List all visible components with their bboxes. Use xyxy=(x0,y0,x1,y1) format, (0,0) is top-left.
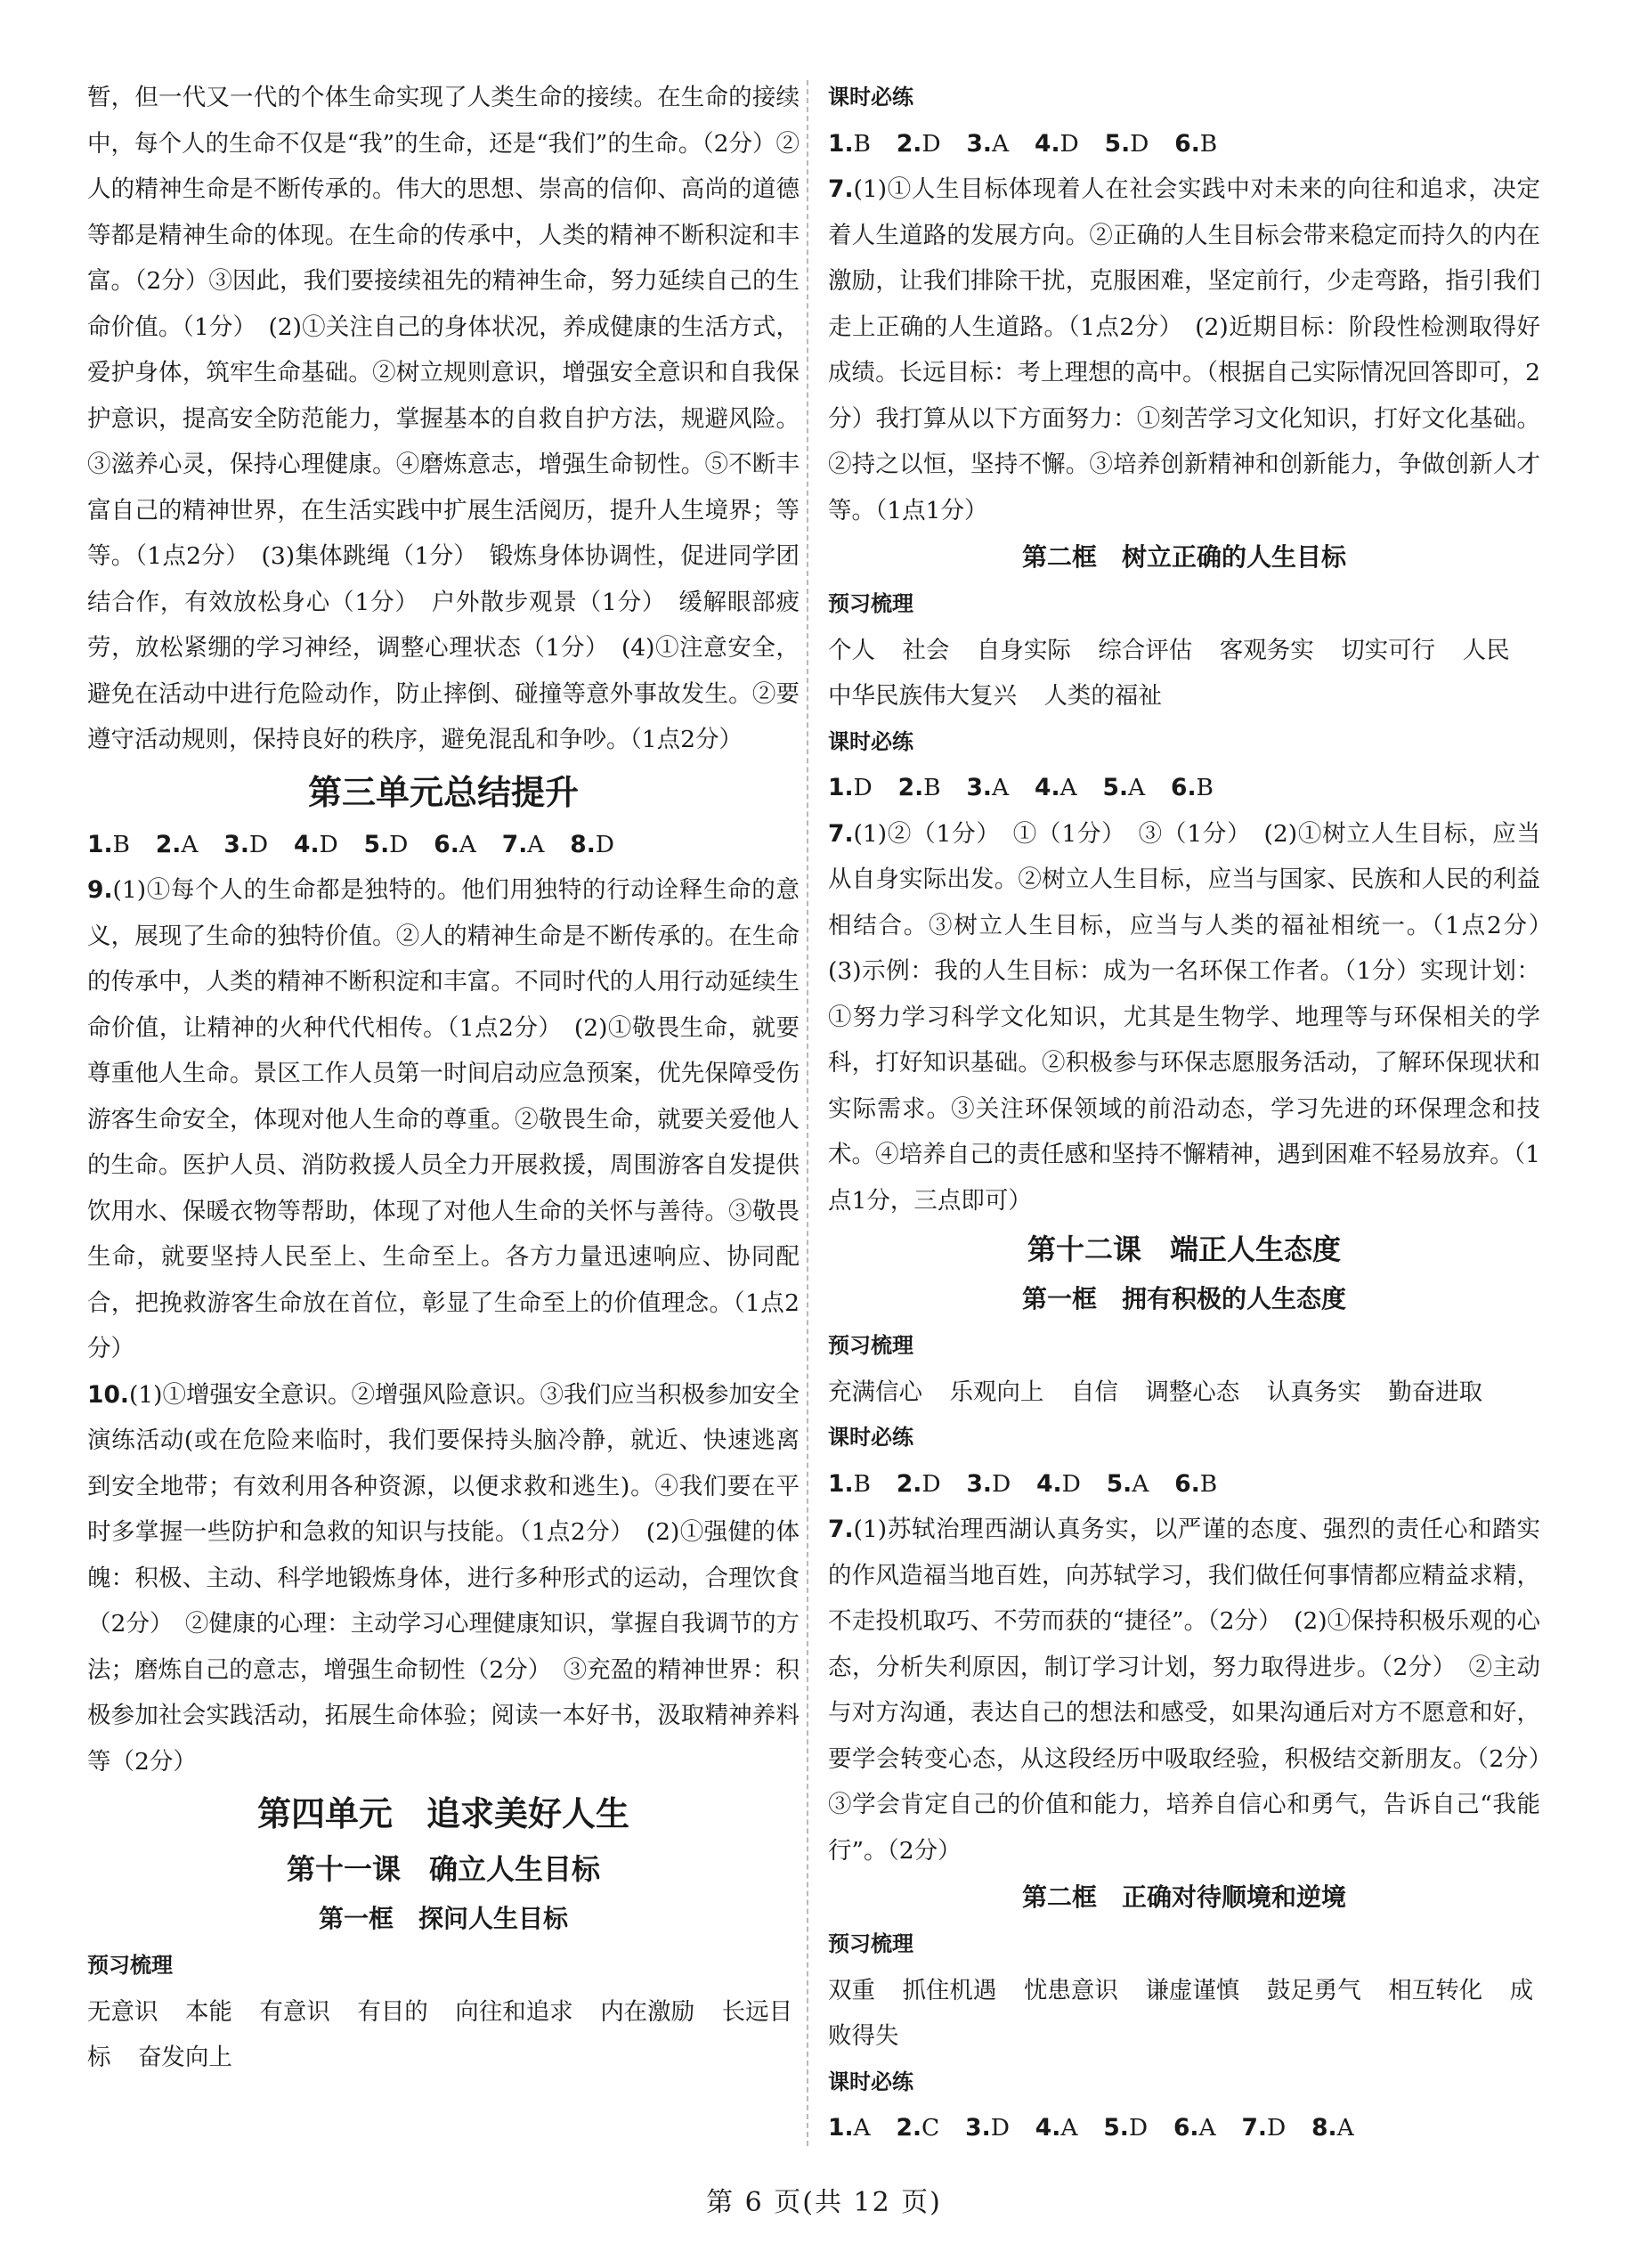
lesson11-title: 第十一课 确立人生目标 xyxy=(286,1852,600,1886)
answer-item: 5.D xyxy=(1103,2114,1149,2142)
answer-item: 5.D xyxy=(1104,129,1149,158)
answer-item: 2.B xyxy=(897,774,941,801)
l11f1-choice-answers xyxy=(828,121,1540,167)
answer-item: 3.A xyxy=(966,129,1010,158)
left-column xyxy=(87,75,800,2081)
answer-item: 7.A xyxy=(501,830,545,858)
answer-item: 6.A xyxy=(434,830,476,858)
page-number-footer: 第 6 页(共 12 页) xyxy=(706,2187,942,2218)
l11f2-choice-answers xyxy=(828,765,1540,811)
answer-item: 2.D xyxy=(896,1469,941,1498)
answer-item: 2.A xyxy=(155,830,199,858)
preview-label: 预习梳理 xyxy=(87,1953,173,1978)
answer-item: 5.A xyxy=(1102,774,1146,801)
l12f1-choice-answers xyxy=(828,1461,1540,1508)
question-10-answer: 10.(1)①增强安全意识。②增强风险意识。③我们应当积极参加安全演练活动(或在危险来临时，我们要保持头脑冷静，就近、快速逃离到安全地带；有效利用各种资源，以便求救和逃生)。④我们要在平时多掌握一些防护和急救的知识与技能。（1点2分） (2)①强健的体魄：积极、主动、科学地锻炼身体，进行多种形式的运动，合理饮食（2分） ②健康的心理：主动学习心理健康知识，掌握自我调节的方法；磨炼自己的意志，增强生命韧性（2分） ③充盈的精神世界：积极参加社会实践活动，拓展生命体验；阅读一本好书，汲取精神养料等（2分） xyxy=(87,1380,800,1776)
preview-keywords: 无意识 本能 有意识 有目的 向往和追求 内在激励 长远目标 奋发向上 xyxy=(87,1997,793,2071)
answer-item: 1.D xyxy=(828,774,873,801)
answer-item: 3.D xyxy=(966,1469,1011,1498)
practice-label: 课时必练 xyxy=(828,2069,913,2094)
practice-label: 课时必练 xyxy=(828,728,913,754)
answer-item: 3.D xyxy=(223,830,269,858)
answer-item: 3.A xyxy=(966,774,1010,801)
preview-keywords: 双重 抓住机遇 忧患意识 谦虚谨慎 鼓足勇气 相互转化 成败得失 xyxy=(828,1976,1534,2050)
lesson11-frame2-title: 第二框 树立正确的人生目标 xyxy=(1021,542,1346,572)
answer-item: 6.B xyxy=(1174,129,1218,158)
answer-item: 1.B xyxy=(87,830,130,858)
answer-item: 6.A xyxy=(1173,2114,1216,2142)
answer-item: 2.D xyxy=(896,129,941,158)
preview-keywords: 充满信心 乐观向上 自信 调整心态 认真务实 勤奋进取 xyxy=(828,1378,1483,1406)
answer-item: 8.D xyxy=(570,830,615,858)
answer-item: 4.A xyxy=(1035,774,1077,801)
lesson12-frame2-title: 第二框 正确对待顺境和逆境 xyxy=(1021,1882,1346,1912)
answer-item: 8.A xyxy=(1311,2114,1354,2142)
l12f2-choice-answers xyxy=(828,2105,1540,2151)
answer-item: 7.D xyxy=(1241,2114,1287,2142)
answer-item: 5.D xyxy=(363,830,409,858)
answer-item: 5.A xyxy=(1106,1469,1149,1498)
answer-item: 6.B xyxy=(1171,774,1214,801)
answer-item: 4.D xyxy=(1036,1469,1081,1498)
preview-label: 预习梳理 xyxy=(828,591,913,616)
continued-answer-paragraph: 暂，但一代又一代的个体生命实现了人类生命的接续。在生命的接续中，每个人的生命不仅是“我”的生命，还是“我们”的生命。（2分）②人的精神生命是不断传承的。伟大的思想、崇高的信仰、高尚的道德等都是精神生命的体现。在生命的传承中，人类的精神不断积淀和丰富。（2分）③因此，我们要接续祖先的精神生命，努力延续自己的生命价值。（1分） (2)①关注自己的身体状况，养成健康的生活方式，爱护身体，筑牢生命基础。②树立规则意识，增强安全意识和自我保护意识，提高安全防范能力，掌握基本的自救自护方法，规避风险。③滋养心灵，保持心理健康。④磨炼意志，增强生命韧性。⑤不断丰富自己的精神世界，在生活实践中扩展生活阅历，提升人生境界；等等。（1点2分） (3)集体跳绳（1分） 锻炼身体协调性，促进同学团结合作，有效放松身心（1分） 户外散步观景（1分） 缓解眼部疲劳，放松紧绷的学习神经，调整心理状态（1分） (4)①注意安全，避免在活动中进行危险动作，防止摔倒、碰撞等意外事故发生。②要遵守活动规则，保持良好的秩序，避免混乱和争吵。（1点2分） xyxy=(87,84,800,753)
preview-keywords: 个人 社会 自身实际 综合评估 客观务实 切实可行 人民 中华民族伟大复兴 人类的福祉 xyxy=(828,636,1510,710)
lesson11-frame1-title: 第一框 探问人生目标 xyxy=(318,1904,568,1933)
practice-label: 课时必练 xyxy=(828,1425,913,1450)
lesson12-frame1-title: 第一框 拥有积极的人生态度 xyxy=(1021,1284,1346,1313)
question-9-answer: 9.(1)①每个人的生命都是独特的。他们用独特的行动诠释生命的意义，展现了生命的独特价值。②人的精神生命是不断传承的。在生命的传承中，人类的精神不断积淀和丰富。不同时代的人用行动延续生命价值，让精神的火种代代相传。（1点2分） (2)①敬畏生命，就要尊重他人生命。景区工作人员第一时间启动应急预案，优先保障受伤游客生命安全，体现对他人生命的尊重。②敬畏生命，就要关爱他人的生命。医护人员、消防救援人员全力开展救援，周围游客自发提供饮用水、保暖衣物等帮助，体现了对他人生命的关怀与善待。③敬畏生命，就要坚持人民至上、生命至上。各方力量迅速响应、协同配合，把挽救游客生命放在首位，彰显了生命至上的价值理念。（1点2分） xyxy=(87,876,800,1362)
answer-item: 2.C xyxy=(896,2114,940,2142)
preview-label: 预习梳理 xyxy=(828,1333,913,1358)
answer-item: 1.B xyxy=(828,1469,871,1498)
l11f1-question-7-answer: 7.(1)①人生目标体现着人在社会实践中对未来的向往和追求，决定着人生道路的发展方向。②正确的人生目标会带来稳定而持久的内在激励，让我们排除干扰，克服困难，坚定前行，少走弯路，指引我们走上正确的人生道路。（1点2分） (2)近期目标：阶段性检测取得好成绩。长远目标：考上理想的高中。（根据自己实际情况回答即可，2分）我打算从以下方面努力：①刻苦学习文化知识，打好文化基础。②持之以恒，坚持不懈。③培养创新精神和创新能力，争做创新人才等。（1点1分） xyxy=(828,175,1540,524)
answer-item: 1.B xyxy=(828,129,871,158)
answer-item: 6.B xyxy=(1174,1469,1218,1498)
answer-item: 4.D xyxy=(294,830,338,858)
practice-label: 课时必练 xyxy=(828,85,913,110)
column-divider xyxy=(807,80,808,2146)
unit3-choice-answers xyxy=(87,822,800,868)
answer-item: 4.A xyxy=(1035,2114,1078,2142)
unit4-title: 第四单元 追求美好人生 xyxy=(256,1794,629,1833)
l11f2-question-7-answer: 7.(1)②（1分） ①（1分） ③（1分） (2)①树立人生目标，应当从自身实际出发。②树立人生目标，应当与国家、民族和人民的利益相结合。③树立人生目标，应当与人类的福祉相统一。（1点2分） (3)示例：我的人生目标：成为一名环保工作者。（1分）实现计划：①努力学习科学文化知识，尤其是生物学、地理等与环保相关的学科，打好知识基础。②积极参与环保志愿服务活动，了解环保现状和实际需求。③关注环保领域的前沿动态，学习先进的环保理念和技术。④培养自己的责任感和坚持不懈精神，遇到困难不轻易放弃。（1点1分，三点即可） xyxy=(828,819,1564,1215)
lesson12-title: 第十二课 端正人生态度 xyxy=(1027,1232,1341,1266)
right-column xyxy=(828,75,1564,2151)
answer-item: 3.D xyxy=(965,2114,1010,2142)
unit3-summary-title: 第三单元总结提升 xyxy=(307,772,579,812)
answer-item: 1.A xyxy=(828,2114,871,2142)
l12f1-question-7-answer: 7.(1)苏轼治理西湖认真务实，以严谨的态度、强烈的责任心和踏实的作风造福当地百姓，向苏轼学习，我们做任何事情都应精益求精，不走投机取巧、不劳而获的“捷径”。（2分） (2)①保持积极乐观的心态，分析失利原因，制订学习计划，努力取得进步。（2分） ②主动与对方沟通，表达自己的想法和感受，如果沟通后对方不愿意和好，要学会转变心态，从这段经历中吸取经验，积极结交新朋友。（2分） ③学会肯定自己的价值和能力，培养自信心和勇气，告诉自己“我能行”。（2分） xyxy=(828,1516,1564,1865)
preview-label: 预习梳理 xyxy=(828,1931,913,1956)
answer-item: 4.D xyxy=(1035,129,1079,158)
